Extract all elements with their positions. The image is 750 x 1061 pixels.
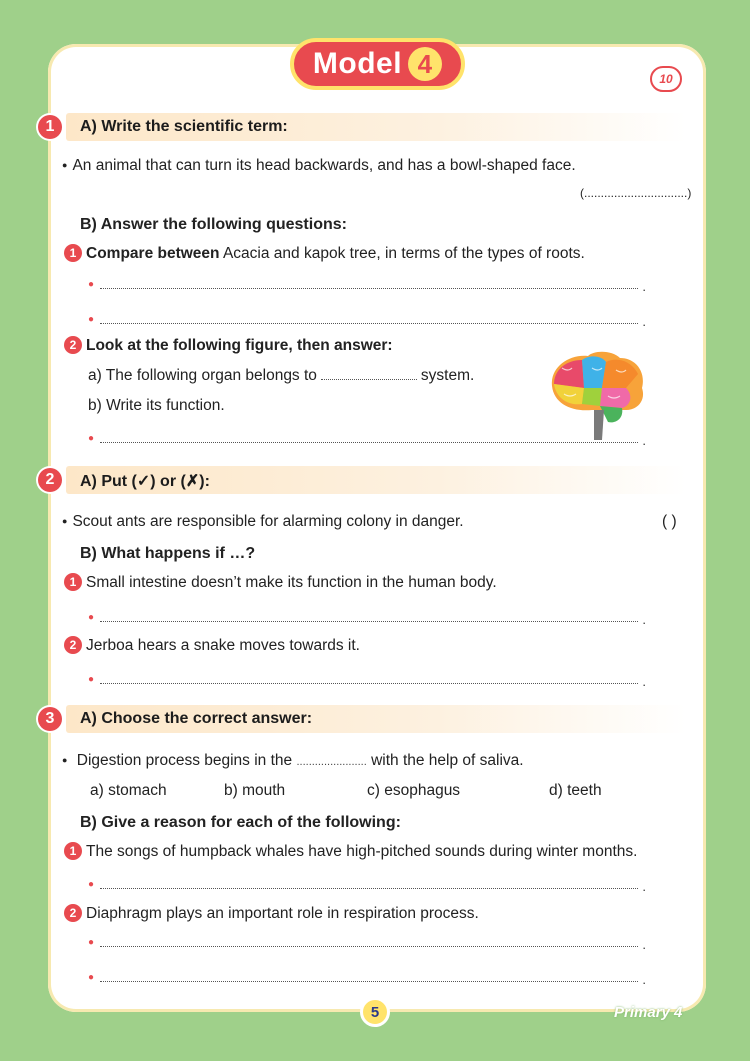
q1-a-title: A) Write the scientific term: xyxy=(80,118,288,135)
model-label: Model xyxy=(312,47,403,80)
q2-a-statement: ● Scout ants are responsible for alarming colony in danger. xyxy=(62,513,464,531)
q3-a-pre: Digestion process begins in the xyxy=(76,752,293,769)
blank-field[interactable]: ....................... xyxy=(296,756,367,768)
q3-b2-number: 2 xyxy=(64,904,82,922)
q3-b1-number: 1 xyxy=(64,842,82,860)
q1-b2 xyxy=(64,336,393,355)
q1-b2a-post: system. xyxy=(420,367,475,384)
answer-line[interactable]: ● . xyxy=(88,433,646,448)
score-badge: 10 xyxy=(650,66,682,92)
q1-b2-text: Look at the following figure, then answer: xyxy=(86,337,393,354)
page-number: 5 xyxy=(360,997,390,1027)
q2-a-parens[interactable]: ( ) xyxy=(662,513,677,530)
q2-b2-number: 2 xyxy=(64,636,82,654)
q1-number: 1 xyxy=(38,115,62,139)
q2-b2-text: Jerboa hears a snake moves towards it. xyxy=(86,637,360,654)
q1-b2a-pre: a) The following organ belongs to xyxy=(88,367,317,384)
q1-a-answer-box[interactable]: (...............................) xyxy=(580,186,692,200)
brain-illustration xyxy=(542,348,648,442)
q1-b-title: B) Answer the following questions: xyxy=(80,216,347,233)
model-number: 4 xyxy=(408,47,442,81)
q3-b-title: B) Give a reason for each of the following: xyxy=(80,814,401,831)
answer-line[interactable]: ● . xyxy=(88,879,646,894)
q1-a-statement: ● An animal that can turn its head backwards, and has a bowl-shaped face. xyxy=(62,157,576,175)
answer-line[interactable]: ● . xyxy=(88,972,646,987)
q3-a-post: with the help of saliva. xyxy=(371,752,524,769)
q1-b1-number: 1 xyxy=(64,244,82,262)
choice-b[interactable]: b) mouth xyxy=(224,782,286,799)
answer-line[interactable]: ● . xyxy=(88,612,646,627)
q1-b1 xyxy=(64,244,585,263)
q1-b2a xyxy=(88,367,474,385)
q3-a-statement xyxy=(62,752,524,770)
choice-a[interactable]: a) stomach xyxy=(90,782,167,799)
q2-b1-number: 1 xyxy=(64,573,82,591)
q1-b1-text: Acacia and kapok tree, in terms of the types of roots. xyxy=(222,245,585,262)
q3-b1-text: The songs of humpback whales have high-pitched sounds during winter months. xyxy=(86,843,638,860)
answer-line[interactable]: ● . xyxy=(88,279,646,294)
q3-b2-text: Diaphragm plays an important role in respiration process. xyxy=(86,905,479,922)
q2-b1 xyxy=(64,573,497,592)
q2-b-title: B) What happens if …? xyxy=(80,545,256,562)
q1-b2b: b) Write its function. xyxy=(88,397,225,414)
q1-b2-number: 2 xyxy=(64,336,82,354)
q3-b2 xyxy=(64,904,479,923)
q3-a-title: A) Choose the correct answer: xyxy=(80,710,313,727)
answer-line[interactable]: ● . xyxy=(88,937,646,952)
answer-line[interactable]: ● . xyxy=(88,314,646,329)
q3-number: 3 xyxy=(38,707,62,731)
grade-label: Primary 4 xyxy=(614,1004,683,1021)
choice-d[interactable]: d) teeth xyxy=(549,782,602,799)
blank-field[interactable] xyxy=(321,379,417,380)
q3-b1 xyxy=(64,842,637,861)
q1-b1-bold: Compare between xyxy=(86,245,220,262)
q2-b2 xyxy=(64,636,360,655)
q2-a-title: A) Put (✓) or (✗): xyxy=(80,473,210,490)
choice-c[interactable]: c) esophagus xyxy=(367,782,461,799)
q2-b1-text: Small intestine doesn’t make its function in the human body. xyxy=(86,574,497,591)
q2-number: 2 xyxy=(38,468,62,492)
model-title xyxy=(290,38,465,90)
answer-line[interactable]: ● . xyxy=(88,674,646,689)
